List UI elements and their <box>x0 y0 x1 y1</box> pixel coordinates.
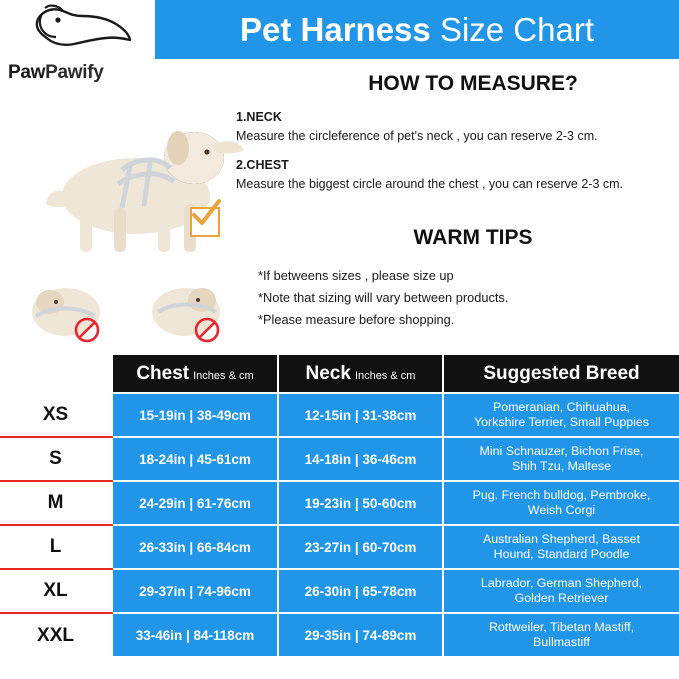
chest-header-label: Chest <box>136 362 190 384</box>
page-title <box>240 13 594 46</box>
table-body <box>0 393 679 657</box>
step-2-text: Measure the biggest circle around the chest , you can reserve 2-3 cm. <box>236 177 623 192</box>
size-label: L <box>0 525 112 569</box>
no-entry-icon <box>194 317 220 343</box>
header-bar <box>155 0 679 59</box>
neck-value: 14-18in | 36-46cm <box>278 437 443 481</box>
brand-name <box>8 62 104 84</box>
neck-value: 29-35in | 74-89cm <box>278 613 443 657</box>
how-to-measure-heading: HOW TO MEASURE? <box>368 72 578 95</box>
neck-value: 12-15in | 31-38cm <box>278 393 443 437</box>
header <box>0 0 679 83</box>
chest-header-units: Inches & cm <box>193 369 254 382</box>
size-column-header <box>0 355 112 393</box>
size-label: M <box>0 481 112 525</box>
brand-part1: Paw <box>8 62 46 83</box>
chest-value: 33-46in | 84-118cm <box>112 613 278 657</box>
breed-value: Labrador, German Shepherd, Golden Retriever <box>443 569 679 613</box>
chest-value: 29-37in | 74-96cm <box>112 569 278 613</box>
table-row <box>0 393 679 437</box>
step-2-label: 2.CHEST <box>236 157 289 172</box>
table-header-row <box>0 355 679 393</box>
chest-value: 18-24in | 45-61cm <box>112 437 278 481</box>
warm-tips-heading: WARM TIPS <box>413 226 533 249</box>
brand-part2: Pawify <box>45 62 104 83</box>
measure-instructions <box>236 106 672 204</box>
dog-photo-illustration <box>18 96 258 264</box>
neck-header-label: Neck <box>305 362 351 384</box>
table-row <box>0 481 679 525</box>
breed-value: Rottweiler, Tibetan Mastiff, Bullmastiff <box>443 613 679 657</box>
tip-item: *Please measure before shopping. <box>258 312 455 327</box>
dog-head-icon <box>30 2 135 50</box>
neck-header-units: Inches & cm <box>354 369 416 382</box>
size-label: S <box>0 437 112 481</box>
breed-value: Australian Shepherd, Basset Hound, Standard Poodle <box>443 525 679 569</box>
table-row <box>0 525 679 569</box>
chest-value: 15-19in | 38-49cm <box>112 393 278 437</box>
size-label: XXL <box>0 613 112 657</box>
main-dog-photo <box>18 96 258 264</box>
chest-value: 24-29in | 61-76cm <box>112 481 278 525</box>
breed-value: Pug. French bulldog, Pembroke, Weish Corgi <box>443 481 679 525</box>
neck-value: 23-27in | 60-70cm <box>278 525 443 569</box>
neck-column-header <box>278 355 443 393</box>
size-table <box>0 355 679 658</box>
breed-column-header <box>443 355 679 393</box>
size-label: XL <box>0 569 112 613</box>
logo-block <box>0 0 155 83</box>
title-light: Size Chart <box>439 11 594 48</box>
breed-value: Pomeranian, Chihuahua, Yorkshire Terrier, Small Puppies <box>443 393 679 437</box>
neck-value: 19-23in | 50-60cm <box>278 481 443 525</box>
table-row <box>0 437 679 481</box>
chest-column-header <box>112 355 278 393</box>
breed-value: Mini Schnauzer, Bichon Frise, Shih Tzu, Maltese <box>443 437 679 481</box>
table-row <box>0 569 679 613</box>
chest-value: 26-33in | 66-84cm <box>112 525 278 569</box>
neck-value: 26-30in | 65-78cm <box>278 569 443 613</box>
title-bold: Pet Harness <box>240 11 440 48</box>
warm-tips-list <box>258 265 678 331</box>
breed-header-label: Suggested Breed <box>483 362 640 384</box>
step-1-text: Measure the circleference of pet's neck , you can reserve 2-3 cm. <box>236 129 598 144</box>
tip-item: *Note that sizing will vary between products. <box>258 290 509 305</box>
step-1-label: 1.NECK <box>236 110 282 124</box>
orange-check-icon <box>188 196 224 232</box>
table-row <box>0 613 679 657</box>
no-entry-icon <box>74 317 100 343</box>
size-label: XS <box>0 393 112 437</box>
tip-item: *If betweens sizes , please size up <box>258 268 454 283</box>
